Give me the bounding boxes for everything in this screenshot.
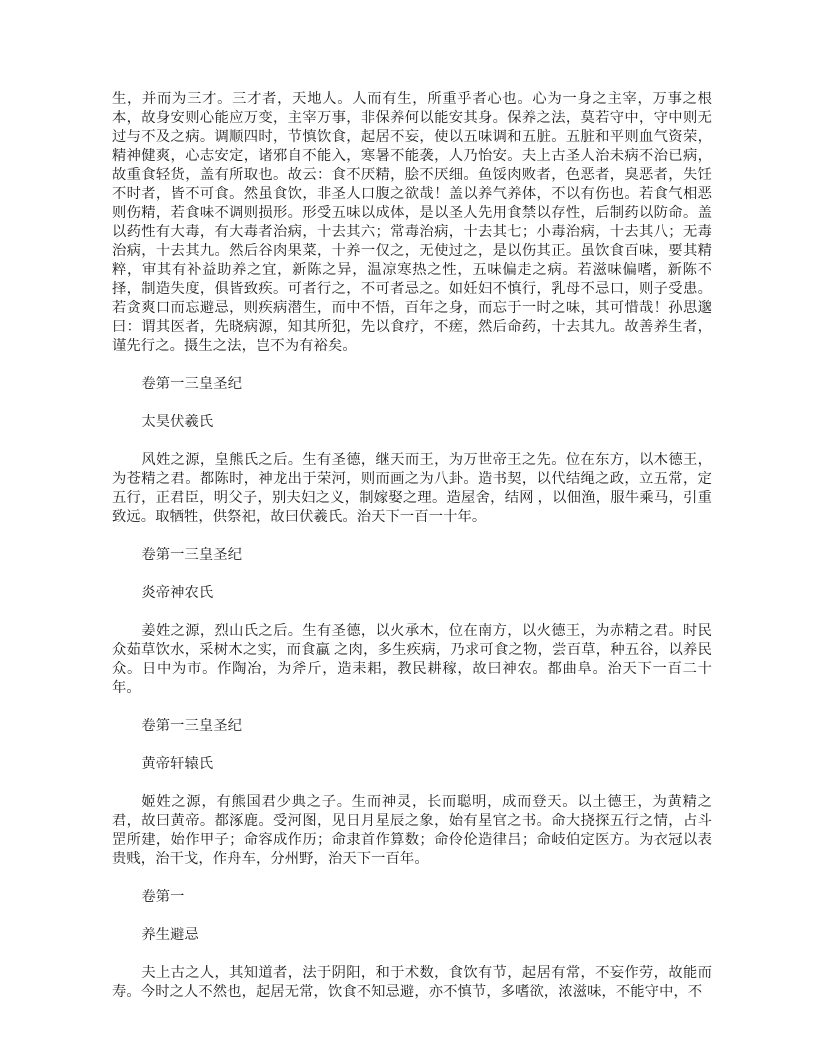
paragraph-huangdi: 姬姓之源，有熊国君少典之子。生而神灵，长而聪明，成而登天。以土德王，为黄精之君，故曰黄帝。都涿鹿。受河图，见日月星辰之象，始有星官之书。命大挠探五行之情，占斗罡所建，始作甲子；命容成作历；命隶首作算数；命伶伦造律吕；命岐伯定医方。为衣冠以表贵贱，治干戈，作舟车，分州野，治天下一百年。 bbox=[112, 794, 712, 867]
section-title-fuxi: 太昊伏羲氏 bbox=[141, 414, 214, 430]
chapter-heading-sanhuang-3: 卷第一三皇圣纪 bbox=[141, 718, 243, 734]
paragraph-yangsheng-biji: 夫上古之人，其知道者，法于阴阳，和于术数，食饮有节，起居有常，不妄作劳，故能而寿。今时之人不然也，起居无常，饮食不知忌避，亦不慎节，多嗜欲，浓滋味，不能守中，不 bbox=[112, 965, 712, 1000]
section-title-huangdi: 黄帝轩辕氏 bbox=[141, 756, 214, 772]
paragraph-yangsheng-overview: 生，并而为三才。三才者，天地人。人而有生，所重乎者心也。心为一身之主宰，万事之根本，故身安则心能应万变，主宰万事，非保养何以能安其身。保养之法，莫若守中，守中则无过与不及之病。调顺四时，节慎饮食，起居不妄，使以五味调和五脏。五脏和平则血气资荣，精神健爽，心志安定，诸邪自不能入，寒暑不能袭，人乃怡安。夫上古圣人治未病不治已病，故重食轻货，盖有所取也。故云：食不厌精，脍不厌细。鱼馁肉败者，色恶者，臭恶者，失饪不时者，皆不可食。然虽食饮，非圣人口腹之欲哉！盖以养气养体，不以有伤也。若食气相恶则伤精，若食味不调则损形。形受五味以成体，是以圣人先用食禁以存性，后制药以防命。盖以药性有大毒，有大毒者治病，十去其六；常毒治病，十去其七；小毒治病，十去其八；无毒治病，十去其九。然后谷肉果菜，十养一仅之，无使过之，是以伤其正。虽饮食百味，要其精粹，审其有补益助养之宜，新陈之异，温凉寒热之性，五味偏走之病。若滋味偏嗜，新陈不择，制造失度，俱皆致疾。可者行之，不可者忌之。如妊妇不慎行，乳母不忌口，则子受患。若贪爽口而忘避忌，则疾病潜生，而中不悟，百年之身，而忘于一时之味，其可惜哉！孙思邈曰：谓其医者，先晓病源，知其所犯，先以食疗，不瘥，然后命药，十去其九。故善养生者，谨先行之。摄生之法，岂不为有裕矣。 bbox=[112, 91, 712, 354]
paragraph-shennong: 姜姓之源，烈山氏之后。生有圣德，以火承木，位在南方，以火德王，为赤精之君。时民众茹草饮水，采树木之实，而食蠃 之肉，多生疾病，乃求可食之物，尝百草，种五谷，以养民众。日中为市。作陶冶，为斧斤，造耒耜，教民耕稼，故曰神农。都曲阜。治天下一百二十年。 bbox=[112, 623, 712, 696]
paragraph-fuxi: 风姓之源，皇熊氏之后。生有圣德，继天而王，为万世帝王之先。位在东方，以木德王，为苍精之君。都陈时，神龙出于荣河，则而画之为八卦。造书契，以代结绳之政，立五常，定五行，正君臣，明父子，别夫妇之义，制嫁娶之理。造屋舍，结网 ，以佃渔，服牛乘马，引重致远。取牺牲，供祭祀，故曰伏羲氏。治天下一百一十年。 bbox=[112, 452, 712, 525]
chapter-heading-sanhuang-1: 卷第一三皇圣纪 bbox=[141, 376, 243, 392]
chapter-heading-sanhuang-2: 卷第一三皇圣纪 bbox=[141, 547, 243, 563]
section-title-yangsheng-biji: 养生避忌 bbox=[141, 927, 199, 943]
chapter-heading-juan-1: 卷第一 bbox=[141, 889, 185, 905]
section-title-shennong: 炎帝神农氏 bbox=[141, 585, 214, 601]
